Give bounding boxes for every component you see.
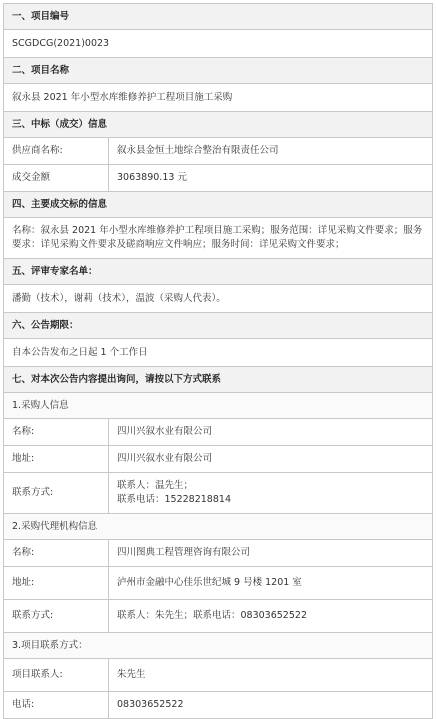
project-contact-person-value: 朱先生: [109, 659, 433, 692]
project-contact-header: [4, 633, 433, 659]
buyer-address-label: 地址:: [4, 446, 109, 473]
project-contact-person-label: 项目联系人:: [4, 659, 109, 692]
buyer-name-label: 名称:: [4, 419, 109, 446]
section-title: 一、项目编号: [4, 4, 433, 30]
amount-label: 成交金额: [4, 165, 109, 192]
project-phone-label: 电话:: [4, 692, 109, 719]
agency-name-value: 四川图典工程管理咨询有限公司: [109, 540, 433, 567]
supplier-label: 供应商名称:: [4, 138, 109, 165]
project-phone-row: [4, 692, 433, 719]
agency-contact-label: 联系方式:: [4, 600, 109, 633]
buyer-contact-value: [109, 473, 433, 514]
agency-info-header: [4, 514, 433, 540]
project-name-value: 叙永县 2021 年小型水库维修养护工程项目施工采购: [4, 84, 433, 112]
experts-value: 潘勤（技术），谢莉（技术），温波（采购人代表）。: [4, 285, 433, 313]
section-project-name: [4, 58, 433, 84]
buyer-contact-row: [4, 473, 433, 514]
buyer-address-row: [4, 446, 433, 473]
subsection-title: 3.项目联系方式：: [4, 633, 433, 659]
amount-value: 3063890.13 元: [109, 165, 433, 192]
announcement-table: [3, 3, 433, 719]
announcement-page: [3, 3, 433, 719]
buyer-name-row: [4, 419, 433, 446]
subsection-title: 2.采购代理机构信息: [4, 514, 433, 540]
supplier-value: 叙永县金恒土地综合整治有限责任公司: [109, 138, 433, 165]
section-title: 三、中标（成交）信息: [4, 112, 433, 138]
project-number-value: SCGDCG(2021)0023: [4, 30, 433, 58]
amount-row: [4, 165, 433, 192]
project-phone-value: 08303652522: [109, 692, 433, 719]
section-title: 二、项目名称: [4, 58, 433, 84]
agency-name-row: [4, 540, 433, 567]
section-title: 五、评审专家名单：: [4, 259, 433, 285]
section-award-info: [4, 112, 433, 138]
section-title: 七、对本次公告内容提出询问，请按以下方式联系: [4, 367, 433, 393]
section-experts: [4, 259, 433, 285]
section-title: 六、公告期限：: [4, 313, 433, 339]
project-name-row: [4, 84, 433, 112]
notice-period-value: 自本公告发布之日起 1 个工作日: [4, 339, 433, 367]
agency-address-row: [4, 567, 433, 600]
buyer-name-value: 四川兴叙水业有限公司: [109, 419, 433, 446]
subject-info-row: [4, 218, 433, 259]
project-number-row: [4, 30, 433, 58]
buyer-info-header: [4, 393, 433, 419]
section-subject-info: [4, 192, 433, 218]
subject-info-value: 名称：叙永县 2021 年小型水库维修养护工程项目施工采购；服务范围：详见采购文件要求；服务要求：详见采购文件要求及磋商响应文件响应；服务时间：详见采购文件要求；: [4, 218, 433, 259]
experts-row: [4, 285, 433, 313]
buyer-contact-phone: 联系电话：15228218814: [117, 494, 231, 505]
project-contact-person-row: [4, 659, 433, 692]
agency-contact-value: 联系人：朱先生；联系电话：08303652522: [109, 600, 433, 633]
agency-address-label: 地址:: [4, 567, 109, 600]
agency-name-label: 名称:: [4, 540, 109, 567]
buyer-address-value: 四川兴叙水业有限公司: [109, 446, 433, 473]
section-contact: [4, 367, 433, 393]
section-notice-period: [4, 313, 433, 339]
section-title: 四、主要成交标的信息: [4, 192, 433, 218]
section-project-number: [4, 4, 433, 30]
supplier-row: [4, 138, 433, 165]
buyer-contact-label: 联系方式:: [4, 473, 109, 514]
agency-contact-row: [4, 600, 433, 633]
notice-period-row: [4, 339, 433, 367]
buyer-contact-person: 联系人：温先生；: [117, 480, 194, 491]
subsection-title: 1.采购人信息: [4, 393, 433, 419]
agency-address-value: 泸州市金融中心佳乐世纪城 9 号楼 1201 室: [109, 567, 433, 600]
